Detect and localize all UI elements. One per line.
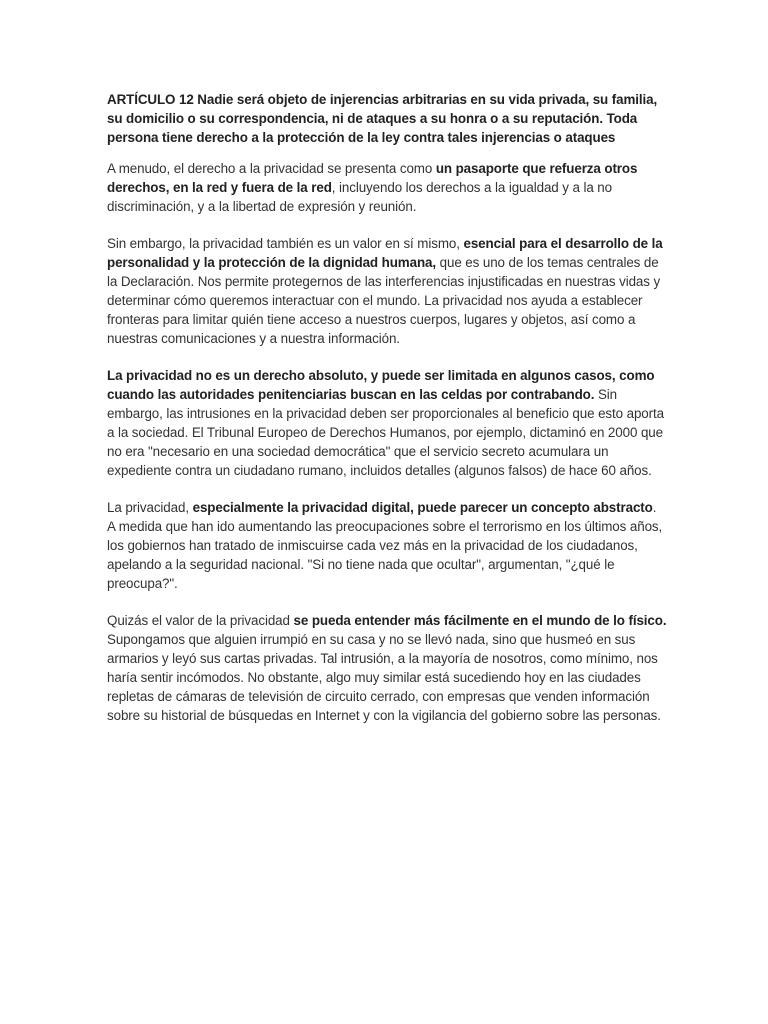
paragraph-2	[107, 234, 667, 348]
paragraph-2-text-b: que es uno de los temas centrales de la Declaración. Nos permite protegernos de las interferencias injustificadas en nuestras vidas y determinar cómo queremos interactuar con el mundo. La privacidad nos ayuda a establecer fronteras para limitar quién tiene acceso a nuestros cuerpos, lugares y objetos, así como a nuestras comunicaciones y a nuestra información.	[107, 255, 661, 346]
paragraph-5-text-a: Quizás el valor de la privacidad	[107, 613, 294, 628]
paragraph-4	[107, 498, 667, 593]
paragraph-3-text-a: Sin embargo, las intrusiones en la privacidad deben ser proporcionales al beneficio que esto aporta a la sociedad. El Tribunal Europeo de Derechos Humanos, por ejemplo, dictaminó en 2000 que no era "necesario en una sociedad democrática" que el servicio secreto acumulara un expediente contra un ciudadano rumano, incluidos detalles (algunos falsos) de hace 60 años.	[107, 387, 664, 478]
paragraph-4-bold: especialmente la privacidad digital, puede parecer un concepto abstracto	[192, 500, 653, 515]
article-heading-text: ARTÍCULO 12 Nadie será objeto de injerencias arbitrarias en su vida privada, su familia, su domicilio o su correspondencia, ni de ataques a su honra o a su reputación. Toda persona tiene derecho a la protección de la ley contra tales injerencias o ataques	[107, 92, 658, 145]
paragraph-4-text-a: La privacidad,	[107, 500, 193, 515]
paragraph-3	[107, 366, 667, 480]
article-heading	[107, 90, 667, 147]
paragraph-1-text-a: A menudo, el derecho a la privacidad se presenta como	[107, 161, 436, 176]
paragraph-4-text-b: . A medida que han ido aumentando las preocupaciones sobre el terrorismo en los últimos años, los gobiernos han tratado de inmiscuirse cada vez más en la privacidad de los ciudadanos, apelando a la seguridad nacional. "Si no tiene nada que ocultar", argumentan, "¿qué le preocupa?".	[107, 500, 663, 591]
paragraph-1	[107, 159, 667, 216]
paragraph-5-text-b: Supongamos que alguien irrumpió en su casa y no se llevó nada, sino que husmeó en sus armarios y leyó sus cartas privadas. Tal intrusión, a la mayoría de nosotros, como mínimo, nos haría sentir incómodos. No obstante, algo muy similar está sucediendo hoy en las ciudades repletas de cámaras de televisión de circuito cerrado, con empresas que venden información sobre su historial de búsquedas en Internet y con la vigilancia del gobierno sobre las personas.	[107, 632, 661, 723]
document-page	[107, 90, 667, 743]
paragraph-1-bold: un pasaporte que refuerza otros derechos, en la red y fuera de la red	[107, 161, 638, 195]
paragraph-2-text-a: Sin embargo, la privacidad también es un valor en sí mismo,	[107, 236, 464, 251]
paragraph-2-bold: esencial para el desarrollo de la personalidad y la protección de la dignidad humana,	[107, 236, 663, 270]
paragraph-3-bold: La privacidad no es un derecho absoluto, y puede ser limitada en algunos casos, como cuando las autoridades penitenciarias buscan en las celdas por contrabando.	[107, 368, 655, 402]
paragraph-5	[107, 611, 667, 725]
paragraph-5-bold: se pueda entender más fácilmente en el mundo de lo físico.	[293, 613, 667, 628]
paragraph-1-text-b: , incluyendo los derechos a la igualdad y a la no discriminación, y a la libertad de expresión y reunión.	[107, 180, 612, 214]
